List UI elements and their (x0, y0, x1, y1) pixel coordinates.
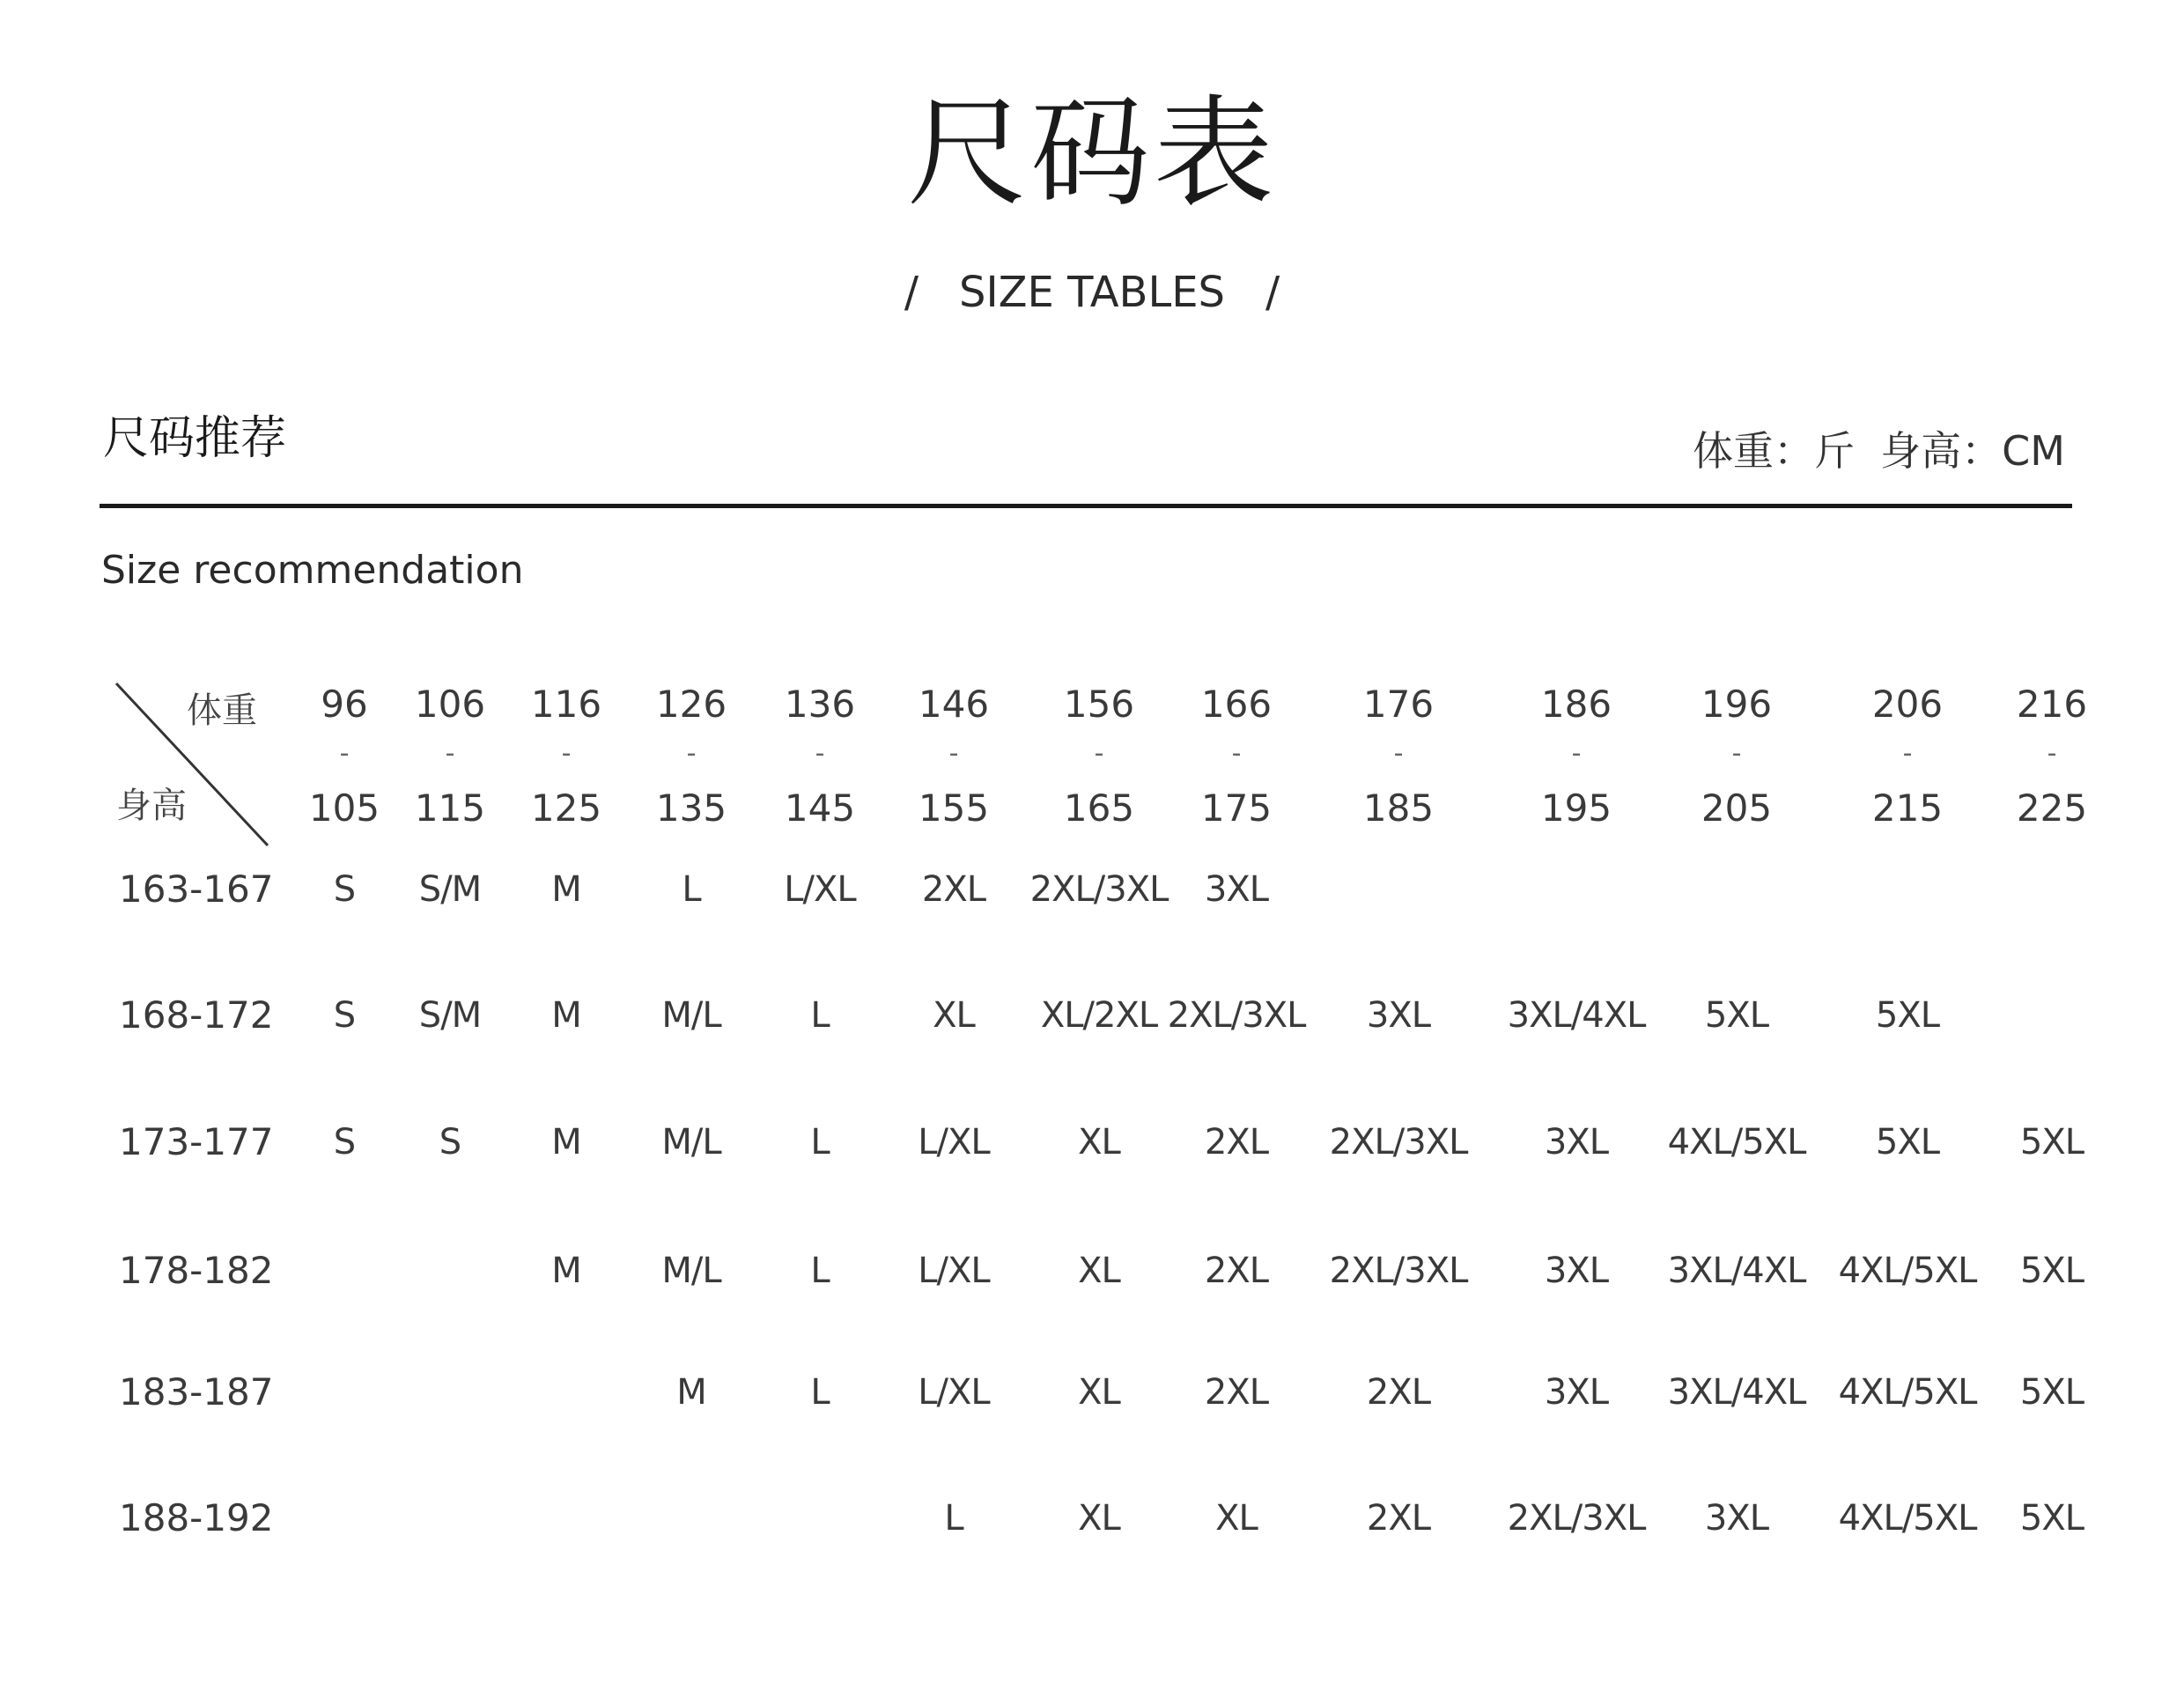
size-cell: S (333, 995, 356, 1036)
size-cell: M/L (661, 995, 721, 1036)
size-cell: S (439, 1122, 461, 1162)
weight-range-header (888, 680, 1020, 833)
weight-range-from: 166 (1200, 683, 1273, 726)
size-cell: S/M (418, 995, 482, 1036)
size-cell: XL (933, 995, 975, 1036)
weight-range-dash: - (1393, 738, 1404, 769)
size-cell: 2XL (921, 869, 986, 910)
height-range-label: 178-182 (119, 1249, 274, 1292)
size-cell: 2XL/3XL (1507, 1498, 1646, 1539)
size-cell: 2XL/3XL (1329, 1251, 1468, 1291)
weight-range-to: 215 (1871, 786, 1944, 830)
weight-range-from: 136 (784, 683, 856, 726)
size-cell: XL (1078, 1498, 1120, 1539)
size-cell: M (551, 995, 581, 1036)
weight-range-from: 116 (530, 683, 602, 726)
weight-range-dash: - (1571, 738, 1582, 769)
size-cell: M (551, 869, 581, 910)
size-cell: 2XL (1204, 1251, 1269, 1291)
size-cell: 5XL (2019, 1372, 2084, 1413)
weight-range-from: 146 (918, 683, 990, 726)
subtitle-text: SIZE TABLES (959, 268, 1225, 317)
weight-range-to: 105 (308, 786, 380, 830)
table-corner-header (113, 678, 271, 850)
weight-range-to: 195 (1540, 786, 1612, 830)
size-cell: 5XL (1875, 995, 1940, 1036)
weight-range-header (1332, 680, 1465, 833)
size-cell: L (810, 995, 830, 1036)
section-subtitle: Size recommendation (101, 548, 524, 593)
weight-range-header (1986, 680, 2118, 833)
size-cell: XL (1078, 1372, 1120, 1413)
size-cell: 3XL (1544, 1122, 1609, 1162)
subtitle-slash-left: / (904, 268, 919, 317)
weight-range-dash: - (561, 738, 572, 769)
size-cell: 2XL (1366, 1498, 1431, 1539)
units-note: 体重：斤 身高：CM (1692, 427, 2065, 475)
weight-range-header (754, 680, 886, 833)
height-range-label: 183-187 (119, 1370, 274, 1413)
size-cell: 3XL (1704, 1498, 1769, 1539)
size-cell: L/XL (918, 1122, 990, 1162)
height-range-label: 168-172 (119, 993, 274, 1037)
weight-range-to: 225 (2016, 786, 2088, 830)
weight-range-to: 185 (1362, 786, 1435, 830)
size-cell: L/XL (784, 869, 856, 910)
section-title: 尺码推荐 (103, 412, 287, 465)
size-cell: 4XL/5XL (1667, 1122, 1806, 1162)
size-cell: 3XL/4XL (1507, 995, 1646, 1036)
corner-height-label: 身高 (116, 786, 187, 826)
size-cell: L/XL (918, 1372, 990, 1413)
weight-range-to: 115 (414, 786, 486, 830)
size-cell: 3XL/4XL (1667, 1251, 1806, 1291)
size-cell: 2XL/3XL (1029, 869, 1169, 910)
size-cell: XL (1078, 1251, 1120, 1291)
weight-range-dash: - (686, 738, 697, 769)
page-subtitle (0, 264, 2184, 321)
weight-range-to: 165 (1063, 786, 1135, 830)
size-cell: 5XL (1875, 1122, 1940, 1162)
size-cell: 3XL (1544, 1251, 1609, 1291)
size-cell: 3XL (1544, 1372, 1609, 1413)
weight-range-from: 206 (1871, 683, 1944, 726)
size-cell: M (551, 1251, 581, 1291)
height-range-label: 163-167 (119, 867, 274, 911)
size-cell: 5XL (2019, 1251, 2084, 1291)
weight-range-header (625, 680, 757, 833)
weight-range-to: 155 (918, 786, 990, 830)
page-title: 尺码表 (907, 85, 1277, 224)
weight-range-from: 216 (2016, 683, 2088, 726)
weight-range-from: 196 (1701, 683, 1773, 726)
subtitle-slash-right: / (1265, 268, 1280, 317)
size-cell: L (810, 1372, 830, 1413)
weight-range-to: 125 (530, 786, 602, 830)
size-cell: L (944, 1498, 963, 1539)
weight-range-to: 175 (1200, 786, 1273, 830)
size-cell: 5XL (2019, 1498, 2084, 1539)
size-cell: 4XL/5XL (1838, 1372, 1977, 1413)
height-range-label: 173-177 (119, 1120, 274, 1163)
weight-range-dash: - (445, 738, 455, 769)
weight-range-header (1841, 680, 1974, 833)
size-cell: L (810, 1122, 830, 1162)
size-cell: 4XL/5XL (1838, 1498, 1977, 1539)
section-divider (100, 504, 2072, 508)
weight-range-from: 96 (321, 683, 368, 726)
weight-range-header (1671, 680, 1803, 833)
size-cell: 5XL (1704, 995, 1769, 1036)
weight-range-from: 156 (1063, 683, 1135, 726)
size-cell: M/L (661, 1251, 721, 1291)
weight-range-to: 135 (655, 786, 727, 830)
weight-range-dash: - (1902, 738, 1913, 769)
size-cell: 3XL (1204, 869, 1269, 910)
size-cell: M (551, 1122, 581, 1162)
size-cell: S (333, 869, 356, 910)
weight-range-header (500, 680, 632, 833)
weight-range-dash: - (1731, 738, 1742, 769)
weight-range-header (1510, 680, 1642, 833)
weight-range-dash: - (2047, 738, 2057, 769)
size-cell: 2XL (1366, 1372, 1431, 1413)
size-cell: 5XL (2019, 1122, 2084, 1162)
weight-range-header (1033, 680, 1165, 833)
size-cell: XL (1215, 1498, 1258, 1539)
weight-range-from: 106 (414, 683, 486, 726)
size-cell: 2XL/3XL (1167, 995, 1306, 1036)
height-range-label: 188-192 (119, 1496, 274, 1539)
size-cell: S/M (418, 869, 482, 910)
size-cell: M (676, 1372, 706, 1413)
size-cell: 2XL (1204, 1372, 1269, 1413)
weight-range-from: 186 (1540, 683, 1612, 726)
size-cell: XL (1078, 1122, 1120, 1162)
size-cell: 2XL (1204, 1122, 1269, 1162)
size-cell: XL/2XL (1040, 995, 1158, 1036)
size-cell: 4XL/5XL (1838, 1251, 1977, 1291)
weight-range-dash: - (948, 738, 959, 769)
size-cell: L/XL (918, 1251, 990, 1291)
weight-range-header (384, 680, 516, 833)
size-cell: S (333, 1122, 356, 1162)
weight-range-dash: - (815, 738, 825, 769)
weight-range-dash: - (339, 738, 350, 769)
size-cell: 3XL (1366, 995, 1431, 1036)
weight-range-from: 176 (1362, 683, 1435, 726)
weight-range-dash: - (1094, 738, 1104, 769)
weight-range-to: 145 (784, 786, 856, 830)
size-cell: L (682, 869, 701, 910)
size-cell: 2XL/3XL (1329, 1122, 1468, 1162)
weight-range-from: 126 (655, 683, 727, 726)
weight-range-dash: - (1231, 738, 1242, 769)
corner-weight-label: 体重 (187, 690, 257, 731)
size-cell: L (810, 1251, 830, 1291)
size-cell: M/L (661, 1122, 721, 1162)
weight-range-to: 205 (1701, 786, 1773, 830)
weight-range-header (1170, 680, 1302, 833)
size-cell: 3XL/4XL (1667, 1372, 1806, 1413)
